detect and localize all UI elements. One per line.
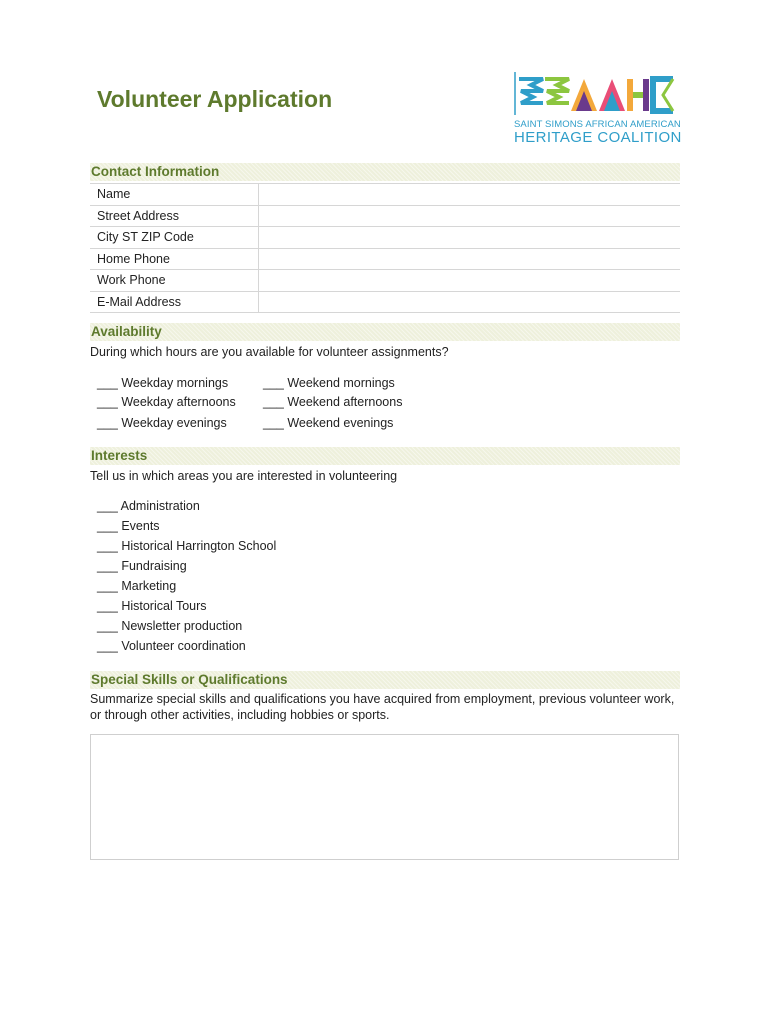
- table-row: [90, 184, 680, 206]
- city-st-zip-label: City ST ZIP Code: [90, 227, 259, 249]
- logo-name: HERITAGE COALITION: [514, 129, 682, 146]
- home-phone-label: Home Phone: [90, 248, 259, 270]
- interest-item[interactable]: ___ Newsletter production: [97, 619, 243, 633]
- table-row: [90, 291, 680, 313]
- email-address-field[interactable]: [259, 291, 681, 313]
- interest-item[interactable]: ___ Marketing: [97, 579, 177, 593]
- email-address-label: E-Mail Address: [90, 291, 259, 313]
- availability-prompt: During which hours are you available for volunteer assignments?: [90, 345, 449, 359]
- work-phone-label: Work Phone: [90, 270, 259, 292]
- contact-table: [90, 183, 680, 313]
- home-phone-field[interactable]: [259, 248, 681, 270]
- weekend-afternoons-option[interactable]: ___ Weekend afternoons: [263, 395, 403, 409]
- weekend-evenings-option[interactable]: ___ Weekend evenings: [263, 416, 394, 430]
- logo-subtitle: SAINT SIMONS AFRICAN AMERICAN: [514, 119, 681, 130]
- skills-section-heading: Special Skills or Qualifications: [90, 671, 680, 689]
- interest-item[interactable]: ___ Administration: [97, 499, 200, 513]
- weekend-mornings-option[interactable]: ___ Weekend mornings: [263, 376, 395, 390]
- street-address-label: Street Address: [90, 205, 259, 227]
- city-st-zip-field[interactable]: [259, 227, 681, 249]
- page-title: Volunteer Application: [97, 86, 333, 112]
- table-row: [90, 227, 680, 249]
- interests-section-heading: Interests: [90, 447, 680, 465]
- table-row: [90, 248, 680, 270]
- interest-item[interactable]: ___ Events: [97, 519, 160, 533]
- interest-item[interactable]: ___ Fundraising: [97, 559, 187, 573]
- skills-prompt: Summarize special skills and qualifications you have acquired from employment, previous volunteer work, or through other activities, including hobbies or sports.: [90, 692, 675, 722]
- weekday-afternoons-option[interactable]: ___ Weekday afternoons: [97, 395, 236, 409]
- weekday-evenings-option[interactable]: ___ Weekday evenings: [97, 416, 227, 430]
- availability-section-heading: Availability: [90, 323, 680, 341]
- skills-textarea[interactable]: [90, 734, 679, 860]
- name-field[interactable]: [259, 184, 681, 206]
- contact-section-heading: Contact Information: [90, 163, 680, 181]
- name-label: Name: [90, 184, 259, 206]
- table-row: [90, 270, 680, 292]
- interest-item[interactable]: ___ Volunteer coordination: [97, 639, 246, 653]
- interest-item[interactable]: ___ Historical Harrington School: [97, 539, 277, 553]
- interest-item[interactable]: ___ Historical Tours: [97, 599, 207, 613]
- weekday-mornings-option[interactable]: ___ Weekday mornings: [97, 376, 229, 390]
- work-phone-field[interactable]: [259, 270, 681, 292]
- interests-prompt: Tell us in which areas you are interested in volunteering: [90, 469, 398, 483]
- table-row: [90, 205, 680, 227]
- street-address-field[interactable]: [259, 205, 681, 227]
